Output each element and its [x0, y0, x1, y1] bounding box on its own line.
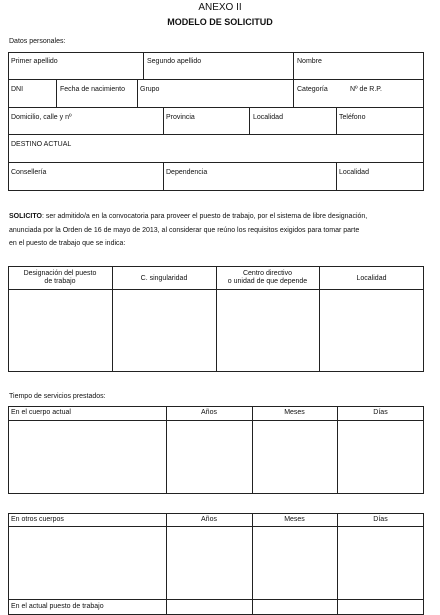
col-header-meses: Meses: [284, 409, 305, 416]
solicito-line-3: en el puesto de trabajo que se indica:: [9, 240, 126, 247]
solicito-lead: SOLICITO: [9, 213, 42, 220]
col-header-dias: Días: [373, 409, 388, 416]
col-header-meses: Meses: [284, 516, 305, 523]
col-divider: [137, 79, 138, 107]
solicito-paragraph: [9, 210, 427, 251]
col-divider: [56, 79, 57, 107]
col-header-designacion: Designación del puesto de trabajo: [23, 270, 97, 285]
field-segundo-apellido[interactable]: Segundo apellido: [147, 58, 202, 65]
field-fecha-nacimiento[interactable]: Fecha de nacimiento: [60, 86, 125, 93]
col-divider: [166, 513, 167, 615]
actual-puesto-label: En el actual puesto de trabajo: [11, 603, 104, 610]
page-title: MODELO DE SOLICITUD: [167, 17, 273, 27]
col-header-dias: Días: [373, 516, 388, 523]
col-divider: [166, 406, 167, 494]
annex-label: ANEXO II: [198, 2, 242, 13]
field-provincia[interactable]: Provincia: [166, 114, 195, 121]
header-divider: [8, 526, 424, 527]
col-divider: [163, 107, 164, 134]
solicito-line-1: : ser admitido/a en la convocatoria para proveer el puesto de trabajo, por el sistema de libre designación,: [41, 213, 368, 220]
field-conselleria[interactable]: Consellería: [11, 169, 47, 176]
solicito-line-2: anunciada por la Orden de 16 de mayo de 2013, al considerar que reúno los requisitos exigidos para tomar parte: [9, 226, 360, 234]
field-dependencia[interactable]: Dependencia: [166, 169, 208, 176]
section-label-servicios: Tiempo de servicios prestados:: [9, 393, 106, 400]
field-domicilio[interactable]: Domicilio, calle y nº: [11, 114, 72, 121]
header-divider: [8, 420, 424, 421]
field-telefono[interactable]: Teléfono: [339, 114, 366, 121]
field-nrp[interactable]: Nº de R.P.: [350, 86, 382, 93]
row-divider: [8, 599, 424, 600]
cuerpo-actual-label: En el cuerpo actual: [11, 409, 71, 416]
col-divider: [337, 513, 338, 615]
col-divider: [336, 162, 337, 191]
col-divider: [293, 79, 294, 107]
col-divider: [252, 406, 253, 494]
otros-cuerpos-label: En otros cuerpos: [11, 516, 64, 523]
col-divider: [249, 107, 250, 134]
field-localidad-destino[interactable]: Localidad: [339, 169, 369, 176]
field-grupo[interactable]: Grupo: [140, 86, 160, 93]
col-header-centro-directivo: Centro directivo o unidad de que depende: [227, 270, 308, 285]
col-divider: [336, 107, 337, 134]
col-divider: [337, 406, 338, 494]
field-categoria[interactable]: Categoría: [297, 86, 328, 93]
row-divider: [8, 107, 424, 108]
col-header-anos: Años: [201, 409, 217, 416]
col-header-localidad: Localidad: [356, 275, 387, 282]
field-destino-actual: DESTINO ACTUAL: [11, 141, 72, 148]
row-divider: [8, 134, 424, 135]
row-divider: [8, 162, 424, 163]
field-localidad[interactable]: Localidad: [253, 114, 283, 121]
col-divider: [163, 162, 164, 191]
col-divider: [252, 513, 253, 615]
field-dni[interactable]: DNI: [11, 86, 24, 93]
col-header-anos: Años: [201, 516, 217, 523]
col-divider: [293, 52, 294, 79]
field-primer-apellido[interactable]: Primer apellido: [11, 58, 58, 65]
field-nombre[interactable]: Nombre: [297, 58, 322, 65]
section-label-personal: Datos personales:: [9, 38, 66, 45]
col-header-singularidad: C. singularidad: [140, 275, 188, 282]
row-divider: [8, 79, 424, 80]
col-divider: [143, 52, 144, 79]
